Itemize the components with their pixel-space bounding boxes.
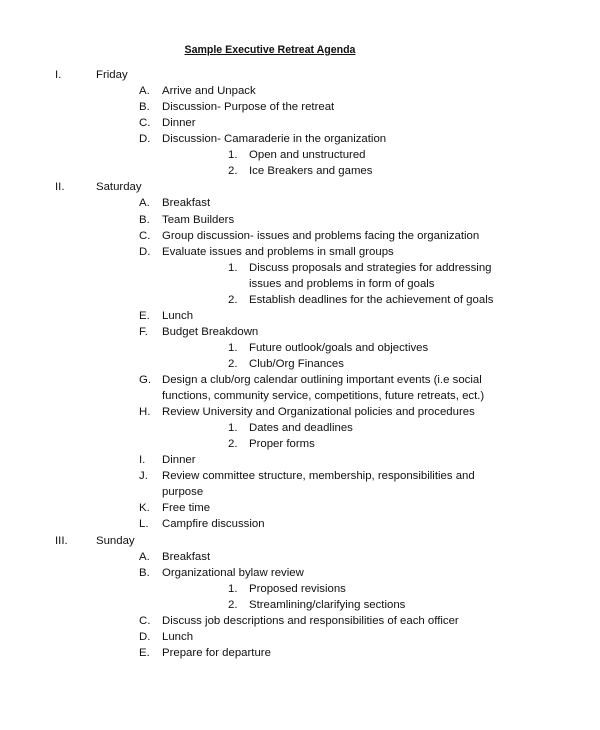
agenda-item-text: Club/Org Finances [249, 357, 344, 370]
agenda-item-number: D. [139, 245, 151, 258]
agenda-item-text: Dinner [162, 117, 196, 130]
agenda-item-text: Group discussion- issues and problems facing the organization [162, 229, 480, 242]
agenda-item-level-2 [0, 516, 600, 532]
agenda-item-level-2 [0, 565, 600, 581]
agenda-item-level-2 [0, 115, 600, 131]
agenda-item-number: C. [139, 229, 151, 242]
agenda-item-number: I. [55, 69, 62, 81]
agenda-item-level-2 [0, 83, 600, 99]
agenda-item-level-2 [0, 228, 600, 244]
agenda-item-level-2 [0, 613, 600, 629]
agenda-item-number: 1. [228, 261, 238, 274]
agenda-item-text: Prepare for departure [162, 646, 271, 659]
agenda-item-text: Discuss job descriptions and responsibilities of each officer [162, 614, 459, 627]
agenda-item-text: Budget Breakdown [162, 325, 259, 338]
agenda-item-level-2 [0, 500, 600, 516]
agenda-item-number: A. [139, 550, 150, 563]
agenda-item-text: Arrive and Unpack [162, 85, 256, 97]
agenda-item-number: B. [139, 213, 150, 226]
agenda-item-level-3 [0, 356, 600, 372]
agenda-item-number: F. [139, 325, 148, 338]
agenda-item-level-2 [0, 404, 600, 420]
agenda-item-level-2 [0, 212, 600, 228]
agenda-item-text: Design a club/org calendar outlining important events (i.e social [162, 373, 482, 386]
agenda-item-number: C. [139, 614, 151, 627]
agenda-item-level-2 [0, 244, 600, 260]
agenda-item-level-2 [0, 195, 600, 211]
agenda-item-number: A. [139, 85, 150, 97]
agenda-item-text: Lunch [162, 630, 194, 643]
agenda-item-level-2 [0, 99, 600, 115]
agenda-item-level-3 [0, 420, 600, 436]
agenda-item-text: Free time [162, 502, 211, 515]
agenda-item-text: Evaluate issues and problems in small groups [162, 245, 394, 258]
agenda-item-number: 1. [228, 341, 238, 354]
agenda-item-number: 2. [228, 293, 238, 306]
agenda-item-text: Proposed revisions [249, 582, 346, 595]
agenda-item-level-2 [0, 131, 600, 147]
agenda-item-number: III. [55, 534, 68, 547]
agenda-item-text: Establish deadlines for the achievement of goals [249, 293, 494, 306]
agenda-item-level-2 [0, 388, 600, 404]
agenda-item-text: Breakfast [162, 197, 211, 210]
agenda-item-level-3 [0, 581, 600, 597]
agenda-item-number: 1. [228, 582, 238, 595]
agenda-item-number: 1. [228, 422, 238, 435]
document-title: Sample Executive Retreat Agenda [184, 44, 356, 56]
agenda-item-number: 2. [228, 598, 238, 611]
agenda-item-level-3 [0, 163, 600, 179]
agenda-item-number: L. [139, 518, 149, 531]
agenda-item-number: E. [139, 309, 150, 322]
agenda-item-level-3 [0, 340, 600, 356]
agenda-item-number: II. [55, 181, 65, 194]
agenda-item-level-1 [0, 533, 600, 549]
agenda-item-text: Friday [96, 69, 128, 81]
agenda-item-level-3 [0, 597, 600, 613]
agenda-item-text: Review committee structure, membership, responsibilities and [162, 470, 475, 483]
agenda-item-level-1 [0, 179, 600, 195]
agenda-item-text: Breakfast [162, 550, 211, 563]
agenda-item-number: 2. [228, 357, 238, 370]
agenda-item-level-2 [0, 549, 600, 565]
agenda-item-text: Lunch [162, 309, 194, 322]
agenda-item-number: B. [139, 101, 150, 114]
agenda-item-text: Organizational bylaw review [162, 566, 304, 579]
agenda-item-level-2 [0, 324, 600, 340]
agenda-item-text: Review University and Organizational policies and procedures [162, 406, 475, 419]
agenda-item-number: D. [139, 630, 151, 643]
agenda-item-number: A. [139, 197, 150, 210]
agenda-item-number: B. [139, 566, 150, 579]
agenda-item-text: Streamlining/clarifying sections [249, 598, 406, 611]
agenda-item-text: Open and unstructured [249, 149, 366, 162]
agenda-item-number: E. [139, 646, 150, 659]
agenda-item-number: D. [139, 133, 151, 146]
agenda-item-level-3 [0, 260, 600, 276]
agenda-item-level-1 [0, 67, 600, 83]
agenda-item-text: Discussion- Purpose of the retreat [162, 101, 335, 114]
agenda-item-level-3 [0, 292, 600, 308]
agenda-item-number: H. [139, 406, 151, 419]
agenda-item-text: Saturday [96, 181, 142, 194]
agenda-item-text: Sunday [96, 534, 135, 547]
agenda-item-text: Discuss proposals and strategies for addressing [249, 261, 492, 274]
agenda-item-level-3 [0, 436, 600, 452]
agenda-item-number: G. [139, 373, 152, 386]
agenda-item-text: Dinner [162, 454, 196, 467]
agenda-item-number: C. [139, 117, 151, 130]
agenda-item-level-2 [0, 645, 600, 661]
agenda-item-level-2 [0, 468, 600, 484]
agenda-item-text: Campfire discussion [162, 518, 265, 531]
agenda-item-level-2 [0, 308, 600, 324]
agenda-item-text: Discussion- Camaraderie in the organization [162, 133, 387, 146]
agenda-item-number: 2. [228, 438, 238, 451]
agenda-item-text: issues and problems in form of goals [249, 277, 435, 290]
agenda-item-level-2 [0, 484, 600, 500]
agenda-item-text: purpose [162, 486, 204, 499]
agenda-item-text: Team Builders [162, 213, 235, 226]
agenda-item-level-2 [0, 629, 600, 645]
agenda-item-number: I. [139, 454, 146, 467]
agenda-item-text: functions, community service, competitions, future retreats, ect.) [162, 390, 485, 402]
agenda-item-text: Ice Breakers and games [249, 165, 373, 178]
agenda-item-text: Proper forms [249, 438, 315, 451]
agenda-item-text: Future outlook/goals and objectives [249, 341, 429, 354]
agenda-item-number: 1. [228, 149, 238, 162]
agenda-item-level-3 [0, 276, 600, 292]
agenda-item-number: J. [139, 470, 148, 483]
agenda-item-text: Dates and deadlines [249, 422, 353, 435]
agenda-item-number: K. [139, 502, 150, 515]
agenda-item-level-3 [0, 147, 600, 163]
agenda-item-number: 2. [228, 165, 238, 178]
agenda-item-level-2 [0, 452, 600, 468]
agenda-item-level-2 [0, 372, 600, 388]
